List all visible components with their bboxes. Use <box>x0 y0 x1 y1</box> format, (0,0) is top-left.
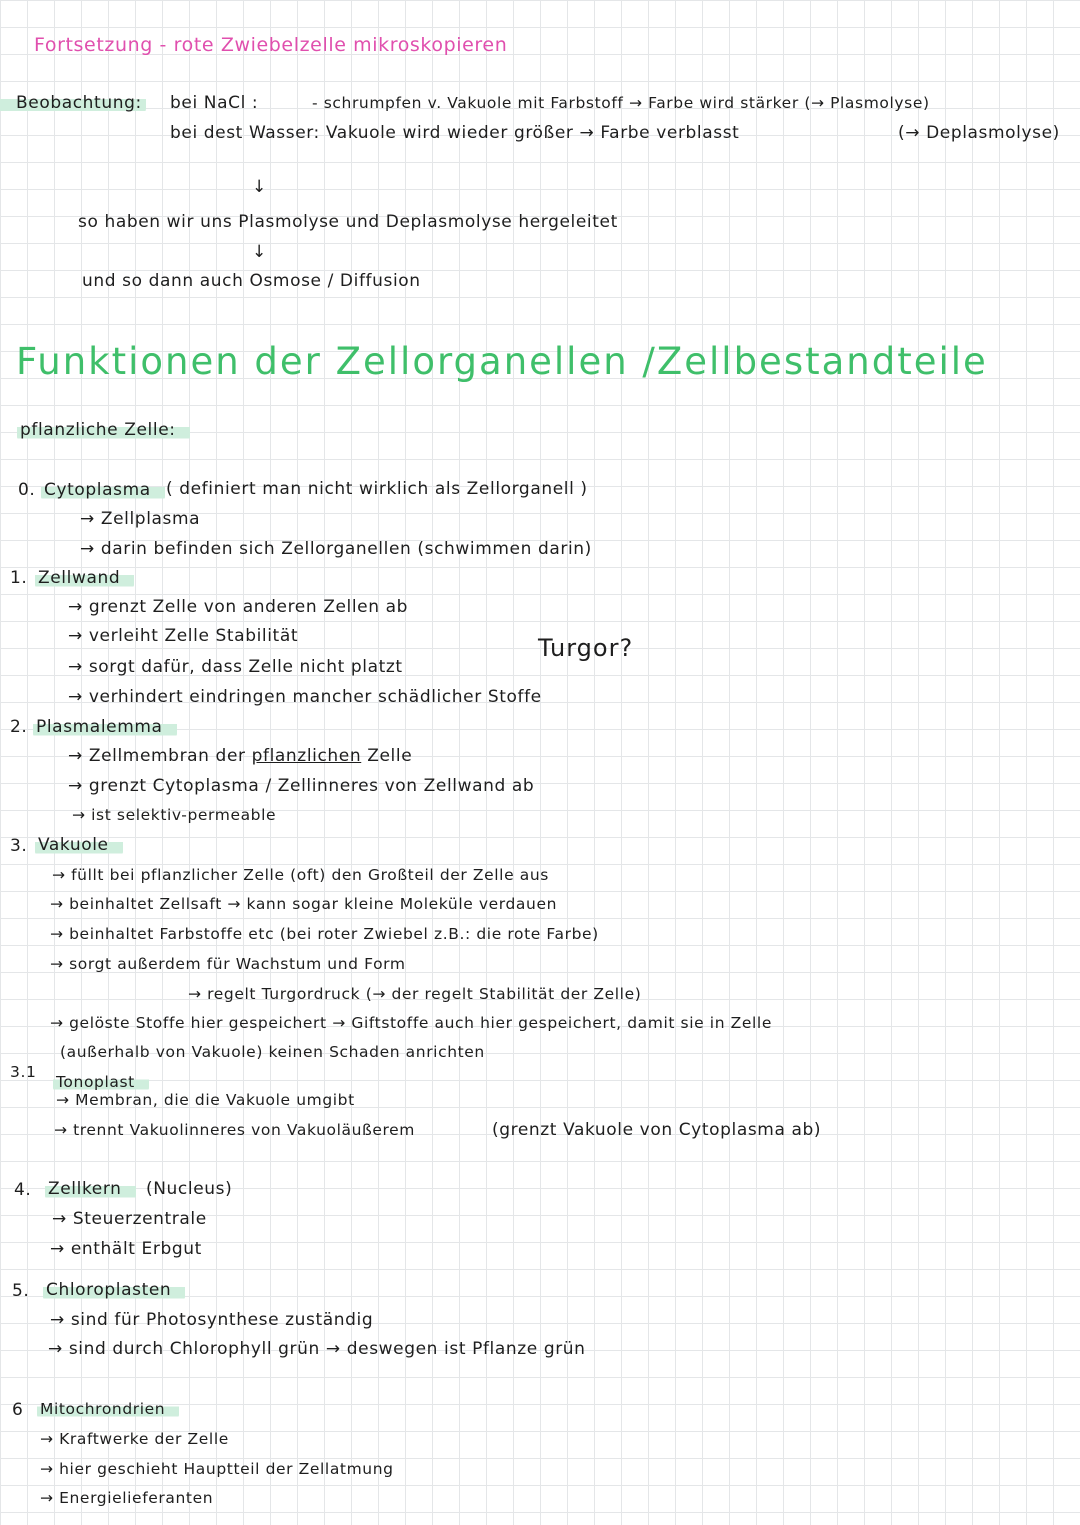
section-1-item: → sorgt dafür, dass Zelle nicht platzt <box>68 657 403 677</box>
section-3-item: → regelt Turgordruck (→ der regelt Stabilität der Zelle) <box>188 985 642 1003</box>
section-2-item: → ist selektiv-permeable <box>72 806 277 824</box>
section-2-item: → Zellmembran der pflanzlichen Zelle <box>68 746 413 766</box>
section-3-number: 3. <box>10 836 28 856</box>
turgor-note: Turgor? <box>538 634 634 662</box>
section-3-1-item: → Membran, die die Vakuole umgibt <box>56 1091 355 1109</box>
section-subtitle: pflanzliche Zelle: <box>20 420 190 440</box>
section-5-item: → sind durch Chlorophyll grün → deswegen ist Pflanze grün <box>48 1339 586 1359</box>
section-0-item: → darin befinden sich Zellorganellen (schwimmen darin) <box>80 539 592 559</box>
observation-water-note: (→ Deplasmolyse) <box>898 123 1060 143</box>
section-0-number: 0. <box>18 480 36 500</box>
section-3-1-title: Tonoplast <box>56 1073 149 1092</box>
section-3-item: → gelöste Stoffe hier gespeichert → Giftstoffe auch hier gespeichert, damit sie in Zelle <box>50 1014 772 1032</box>
observation-label: Beobachtung: <box>16 93 146 113</box>
section-3-title: Vakuole <box>38 835 123 855</box>
section-3-1-item: → trennt Vakuolinneres von Vakuoläußerem <box>54 1121 415 1139</box>
osmosis-text: und so dann auch Osmose / Diffusion <box>82 271 421 291</box>
section-0-title: Cytoplasma <box>44 480 165 500</box>
section-1-title: Zellwand <box>38 568 134 588</box>
section-3-item: → füllt bei pflanzlicher Zelle (oft) den Großteil der Zelle aus <box>52 866 549 884</box>
section-0-item: → Zellplasma <box>80 509 201 529</box>
arrow-down-icon: ↓ <box>252 242 267 262</box>
section-5-item: → sind für Photosynthese zuständig <box>50 1310 374 1330</box>
section-6-item: → Energielieferanten <box>40 1489 214 1507</box>
section-1-item: → verhindert eindringen mancher schädlicher Stoffe <box>68 687 542 707</box>
section-3-item: (außerhalb von Vakuole) keinen Schaden anrichten <box>60 1043 485 1061</box>
section-5-number: 5. <box>12 1281 30 1301</box>
section-2-number: 2. <box>10 717 28 737</box>
section-4-item: → Steuerzentrale <box>52 1209 207 1229</box>
section-4-note: (Nucleus) <box>146 1179 233 1199</box>
section-1-number: 1. <box>10 568 28 588</box>
section-3-1-number: 3.1 <box>10 1063 37 1081</box>
section-5-title: Chloroplasten <box>46 1280 185 1300</box>
section-4-title: Zellkern <box>48 1179 136 1199</box>
section-4-item: → enthält Erbgut <box>50 1239 202 1259</box>
section-3-item: → beinhaltet Farbstoffe etc (bei roter Zwiebel z.B.: die rote Farbe) <box>50 925 599 943</box>
arrow-down-icon: ↓ <box>252 177 267 197</box>
derived-text: so haben wir uns Plasmolyse und Deplasmolyse hergeleitet <box>78 212 618 232</box>
section-1-item: → grenzt Zelle von anderen Zellen ab <box>68 597 409 617</box>
observation-water: bei dest Wasser: Vakuole wird wieder größer → Farbe verblasst <box>170 123 740 143</box>
observation-nacl: bei NaCl : <box>170 93 259 113</box>
page-title: Funktionen der Zellorganellen /Zellbestandteile <box>16 340 988 383</box>
section-6-item: → Kraftwerke der Zelle <box>40 1430 229 1448</box>
section-2-item: → grenzt Cytoplasma / Zellinneres von Zellwand ab <box>68 776 535 796</box>
observation-nacl-text: - schrumpfen v. Vakuole mit Farbstoff → Farbe wird stärker (→ Plasmolyse) <box>312 94 930 112</box>
section-6-title: Mitochrondrien <box>40 1400 179 1419</box>
section-4-number: 4. <box>14 1180 32 1200</box>
section-3-item: → beinhaltet Zellsaft → kann sogar kleine Moleküle verdauen <box>50 895 558 913</box>
section-3-1-note: (grenzt Vakuole von Cytoplasma ab) <box>492 1120 822 1140</box>
section-3-item: → sorgt außerdem für Wachstum und Form <box>50 955 406 973</box>
page-header: Fortsetzung - rote Zwiebelzelle mikroskopieren <box>34 34 508 56</box>
section-6-item: → hier geschieht Hauptteil der Zellatmung <box>40 1460 394 1478</box>
section-0-note: ( definiert man nicht wirklich als Zellorganell ) <box>166 479 588 499</box>
section-6-number: 6 <box>12 1400 24 1420</box>
section-2-title: Plasmalemma <box>36 717 177 737</box>
section-1-item: → verleiht Zelle Stabilität <box>68 626 299 646</box>
